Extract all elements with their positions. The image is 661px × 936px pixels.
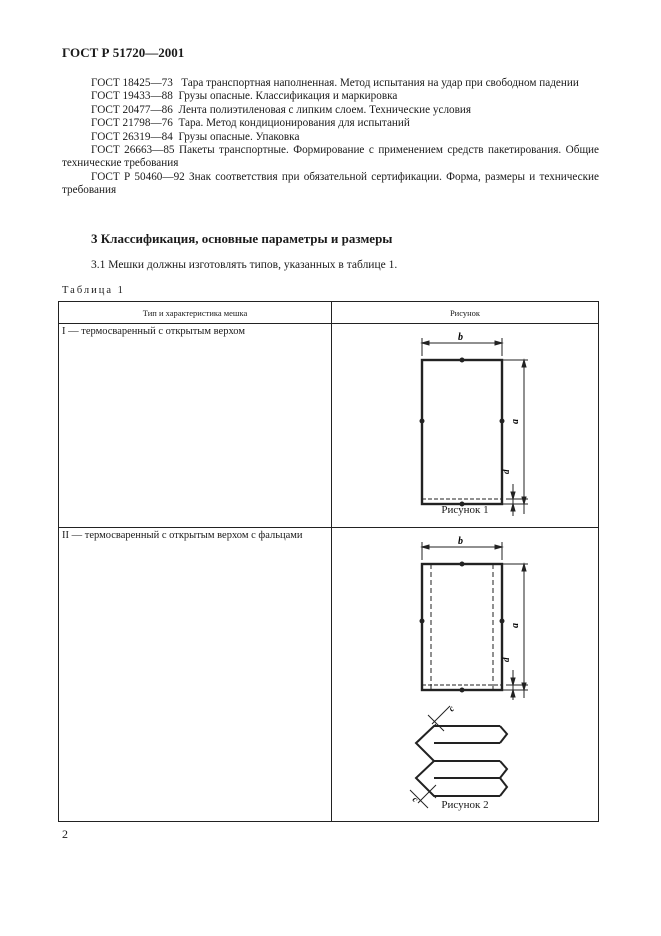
bag-drawing-1 — [332, 324, 600, 527]
bag-type-label: I — термосваренный с открытым верхом — [62, 326, 245, 337]
type-cell — [59, 324, 332, 528]
dim-d-label: d — [501, 469, 511, 474]
seal-dot — [420, 619, 425, 624]
seal-dot — [460, 688, 465, 693]
reference-item: ГОСТ Р 50460—92 Знак соответствия при обязательной сертификации. Форма, размеры и технические требования — [62, 170, 599, 197]
table-row — [59, 528, 599, 822]
type-cell — [59, 528, 332, 822]
reference-item: ГОСТ 18425—73 Тара транспортная наполненная. Метод испытания на удар при свободном падении — [91, 77, 579, 89]
dim-d-label: d — [501, 657, 511, 662]
table-header-row — [59, 302, 599, 324]
reference-item: ГОСТ 19433—88 Грузы опасные. Классификация и маркировка — [91, 90, 398, 103]
seal-dot — [500, 619, 505, 624]
seal-dot — [500, 419, 505, 424]
dim-a-label: a — [510, 419, 521, 424]
figure-cell — [332, 324, 599, 528]
dim-c-label: c — [410, 794, 421, 805]
bag-types-table — [58, 301, 599, 822]
seal-dot — [420, 419, 425, 424]
column-header-type: Тип и характеристика мешка — [59, 302, 332, 324]
seal-dot — [460, 358, 465, 363]
page-number: 2 — [62, 827, 68, 841]
figure-2 — [332, 528, 598, 821]
bag-type-label: II — термосваренный с открытым верхом с фальцами — [62, 530, 303, 541]
dim-b-label: b — [458, 536, 463, 547]
reference-item: ГОСТ 21798—76 Тара. Метод кондиционирования для испытаний — [91, 117, 410, 130]
dim-c-label: c — [446, 703, 457, 714]
gusset-section — [416, 726, 507, 796]
figure-caption: Рисунок 2 — [441, 799, 489, 811]
document-header: ГОСТ Р 51720—2001 — [62, 45, 185, 60]
figure-cell — [332, 528, 599, 822]
section-paragraph: 3.1 Мешки должны изготовлять типов, указанных в таблице 1. — [91, 259, 398, 271]
table-row — [59, 324, 599, 528]
table-caption: Таблица 1 — [62, 285, 125, 296]
seal-dot — [460, 562, 465, 567]
column-header-figure: Рисунок — [332, 302, 599, 324]
reference-item: ГОСТ 26663—85 Пакеты транспортные. Формирование с применением средств пакетирования. Общие технические требования — [62, 144, 600, 170]
figure-1 — [332, 324, 598, 527]
reference-item: ГОСТ 20477—86 Лента полиэтиленовая с липким слоем. Технические условия — [91, 103, 472, 116]
figure-caption: Рисунок 1 — [441, 504, 489, 516]
bag-drawing-2 — [332, 528, 600, 821]
section-heading: 3 Классификация, основные параметры и размеры — [91, 231, 393, 246]
references-list — [62, 77, 599, 198]
reference-item: ГОСТ 26319—84 Грузы опасные. Упаковка — [91, 130, 300, 143]
dim-b-label: b — [458, 332, 463, 343]
dim-a-label: a — [510, 623, 521, 628]
